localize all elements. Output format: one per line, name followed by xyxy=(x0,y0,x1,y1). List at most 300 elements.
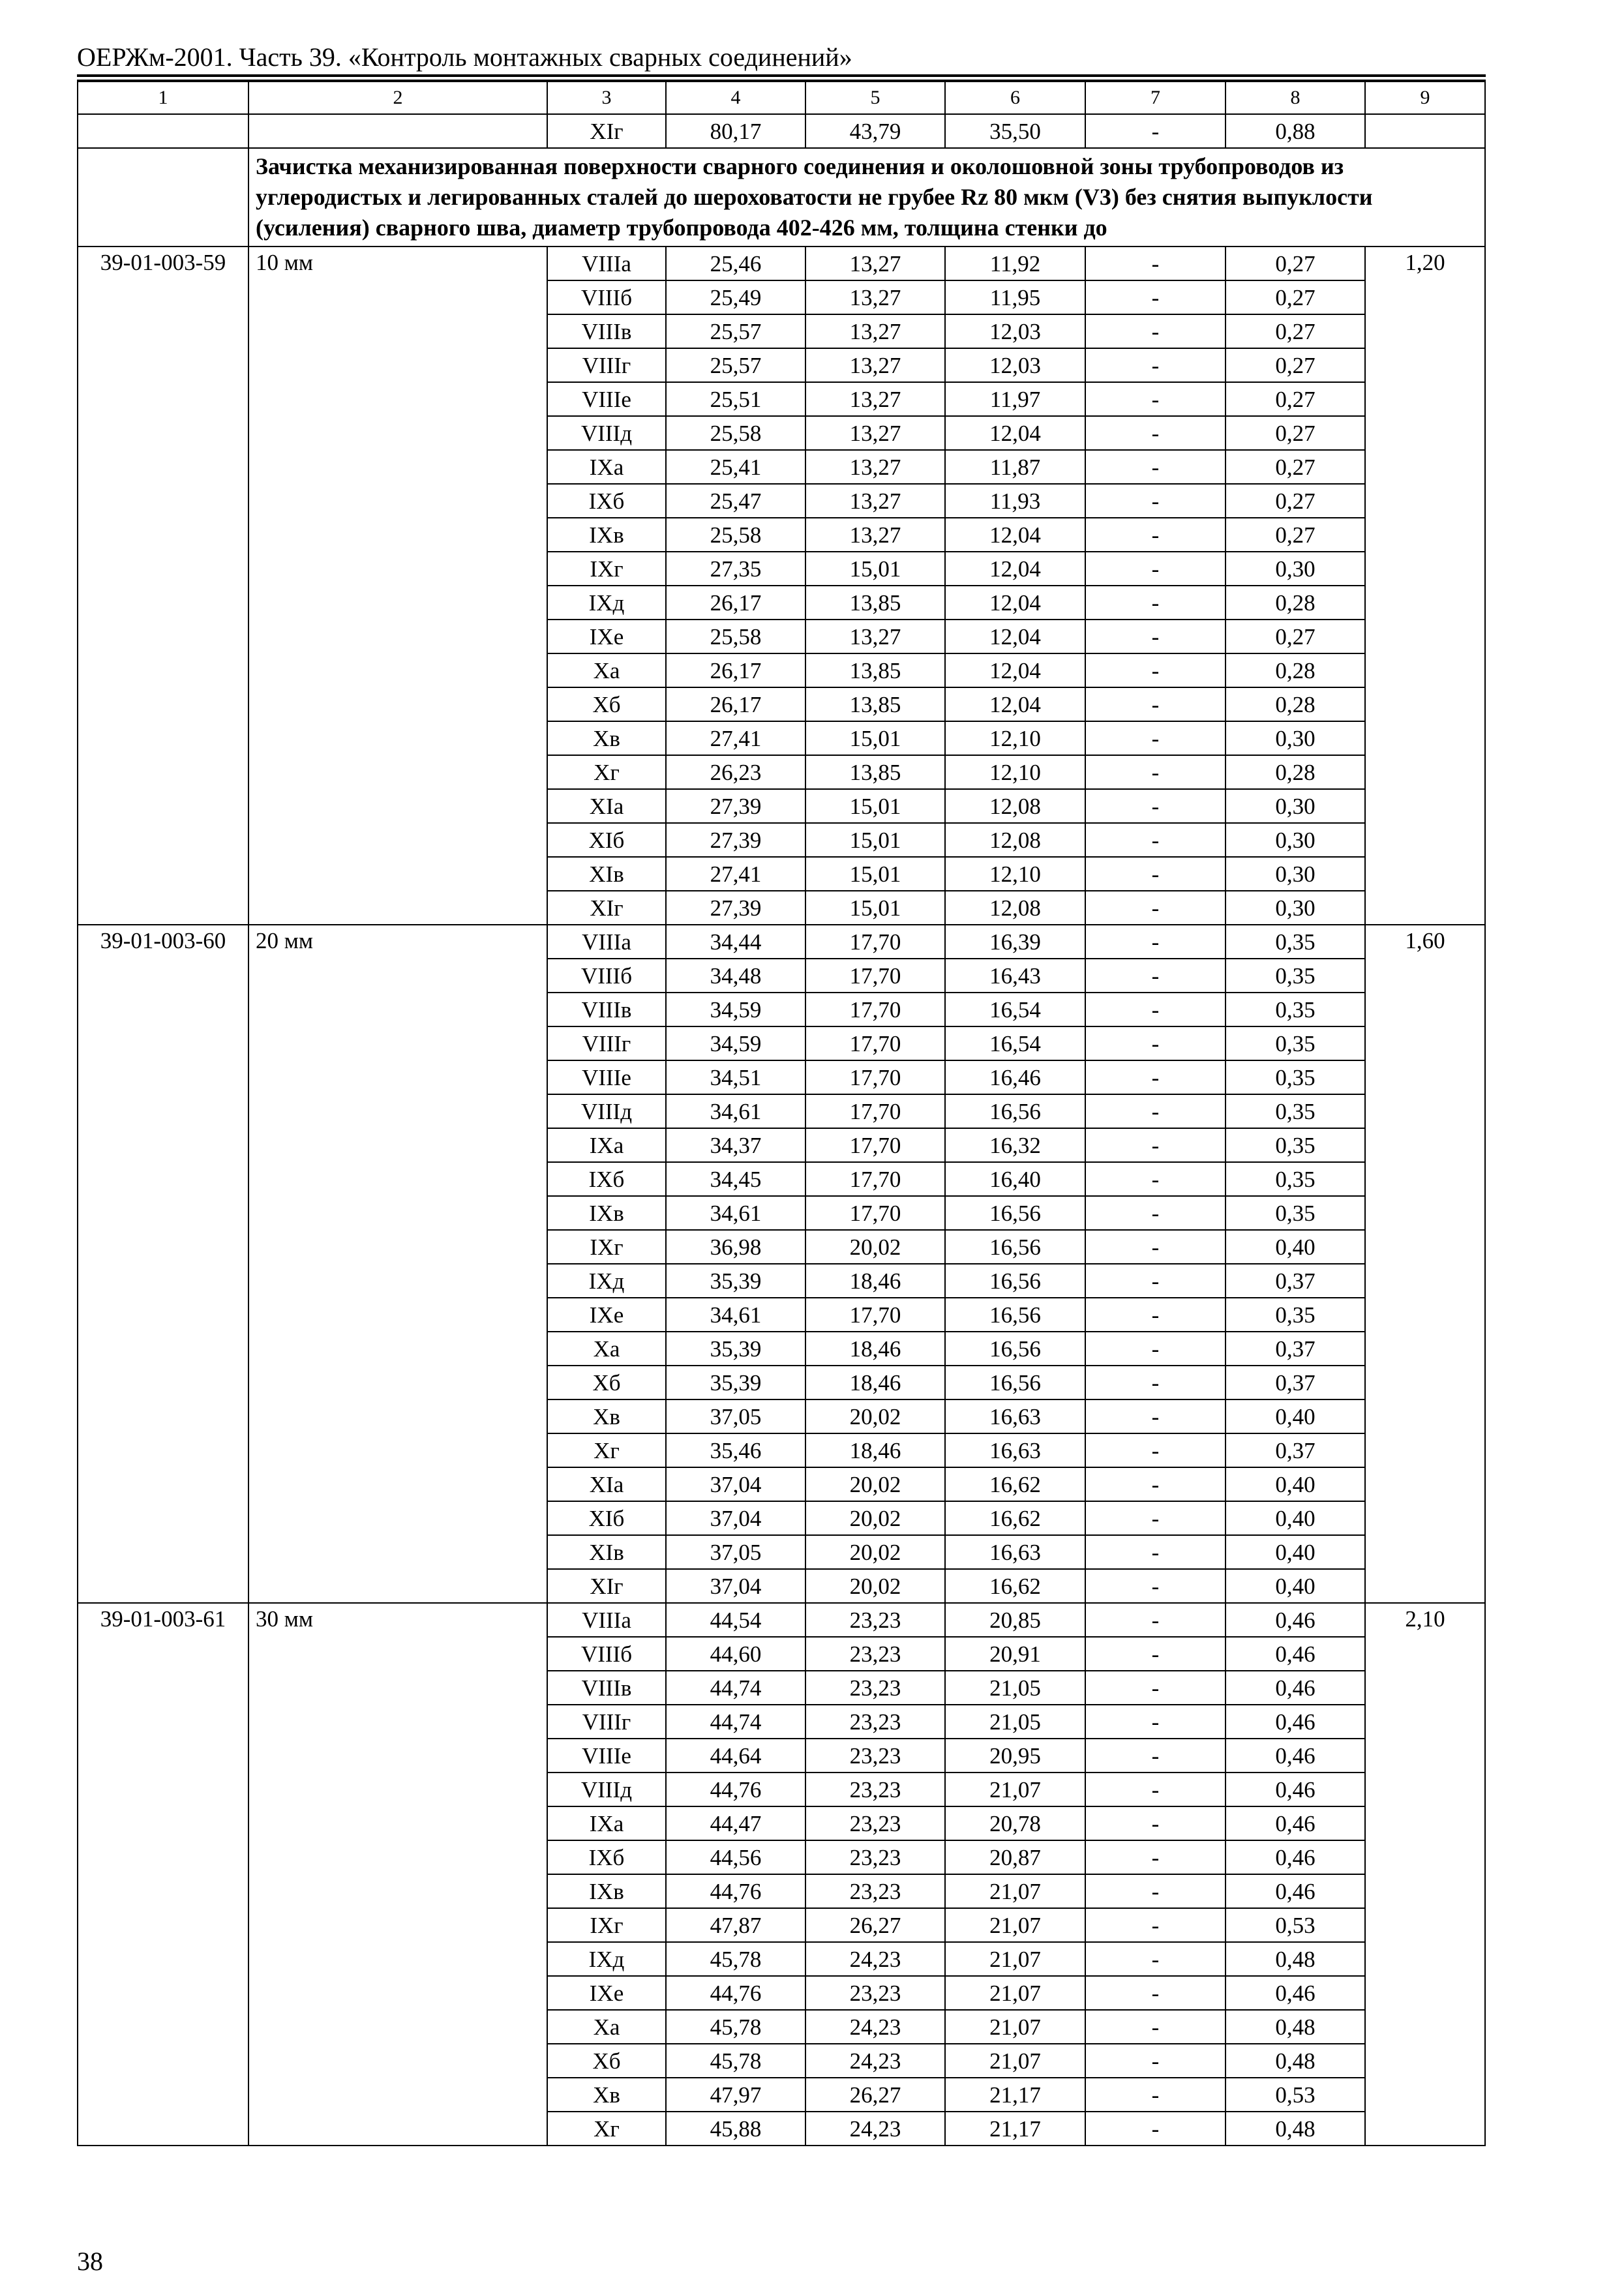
value-cell: 12,10 xyxy=(945,755,1085,789)
value-cell: 0,46 xyxy=(1226,1806,1365,1840)
value-cell: - xyxy=(1085,1671,1226,1705)
value-cell: 37,04 xyxy=(666,1501,805,1535)
category-cell: VIIIа xyxy=(547,247,666,280)
value-cell: 0,53 xyxy=(1226,2078,1365,2112)
value-cell: 12,08 xyxy=(945,891,1085,925)
value-cell: 13,85 xyxy=(805,653,945,687)
value-cell: - xyxy=(1085,1060,1226,1094)
category-cell: VIIIа xyxy=(547,1603,666,1637)
value-cell: 16,56 xyxy=(945,1196,1085,1230)
value-cell: 0,37 xyxy=(1226,1332,1365,1366)
value-cell: 23,23 xyxy=(805,1976,945,2010)
value-cell: - xyxy=(1085,1705,1226,1739)
value-cell: 20,78 xyxy=(945,1806,1085,1840)
value-cell: 34,61 xyxy=(666,1298,805,1332)
value-cell: - xyxy=(1085,755,1226,789)
value-cell: 0,30 xyxy=(1226,789,1365,823)
page-number: 38 xyxy=(77,2247,103,2276)
category-cell: ХIа xyxy=(547,789,666,823)
category-cell: Ха xyxy=(547,653,666,687)
wall-thickness-cell: 30 мм xyxy=(248,1603,547,2146)
value-cell: 16,40 xyxy=(945,1162,1085,1196)
value-cell: - xyxy=(1085,1501,1226,1535)
value-cell: 47,97 xyxy=(666,2078,805,2112)
value-cell: 0,35 xyxy=(1226,1026,1365,1060)
value-cell: - xyxy=(1085,314,1226,348)
value-cell: 16,62 xyxy=(945,1467,1085,1501)
value-cell: 0,27 xyxy=(1226,348,1365,382)
value-cell: 20,85 xyxy=(945,1603,1085,1637)
value-cell: 18,46 xyxy=(805,1264,945,1298)
value-cell: 15,01 xyxy=(805,721,945,755)
column-number: 4 xyxy=(666,82,805,114)
value-cell: 0,53 xyxy=(1226,1908,1365,1942)
category-cell: VIIIа xyxy=(547,925,666,959)
category-cell: VIIIе xyxy=(547,382,666,416)
column-number: 5 xyxy=(805,82,945,114)
value-cell: 13,27 xyxy=(805,247,945,280)
value-cell: 0,46 xyxy=(1226,1637,1365,1671)
value-cell: 18,46 xyxy=(805,1366,945,1399)
value-cell: - xyxy=(1085,114,1226,148)
value-cell: 12,03 xyxy=(945,348,1085,382)
value-cell: 34,59 xyxy=(666,993,805,1026)
category-cell: IХб xyxy=(547,484,666,518)
value-cell: - xyxy=(1085,891,1226,925)
value-cell: 0,35 xyxy=(1226,1094,1365,1128)
value-cell: 16,39 xyxy=(945,925,1085,959)
value-cell: 0,28 xyxy=(1226,687,1365,721)
column-number: 1 xyxy=(78,82,248,114)
value-cell: - xyxy=(1085,789,1226,823)
value-cell: 0,30 xyxy=(1226,823,1365,857)
value-cell: 35,50 xyxy=(945,114,1085,148)
value-cell: 11,97 xyxy=(945,382,1085,416)
category-cell: IХд xyxy=(547,1942,666,1976)
value-cell: 12,04 xyxy=(945,586,1085,620)
value-cell: 27,41 xyxy=(666,857,805,891)
value-cell: 18,46 xyxy=(805,1332,945,1366)
value-cell: 26,17 xyxy=(666,653,805,687)
value-cell: 0,40 xyxy=(1226,1501,1365,1535)
value-cell: 34,45 xyxy=(666,1162,805,1196)
value-cell: - xyxy=(1085,2010,1226,2044)
value-cell: 16,56 xyxy=(945,1298,1085,1332)
category-cell: IХд xyxy=(547,586,666,620)
wall-thickness-cell: 10 мм xyxy=(248,247,547,925)
value-cell: - xyxy=(1085,1569,1226,1603)
value-cell: 17,70 xyxy=(805,959,945,993)
value-cell: 44,74 xyxy=(666,1705,805,1739)
value-cell: 35,39 xyxy=(666,1332,805,1366)
value-cell: - xyxy=(1085,823,1226,857)
value-cell: 13,85 xyxy=(805,755,945,789)
category-cell: IХа xyxy=(547,1128,666,1162)
value-cell: - xyxy=(1085,1433,1226,1467)
value-cell: 20,02 xyxy=(805,1501,945,1535)
value-cell: - xyxy=(1085,1264,1226,1298)
value-cell: - xyxy=(1085,1637,1226,1671)
value-cell: 0,30 xyxy=(1226,552,1365,586)
value-cell: 23,23 xyxy=(805,1739,945,1773)
value-cell: 17,70 xyxy=(805,1094,945,1128)
value-cell: 12,08 xyxy=(945,823,1085,857)
value-cell: 0,35 xyxy=(1226,1298,1365,1332)
column-number: 8 xyxy=(1226,82,1365,114)
value-cell: 0,35 xyxy=(1226,1162,1365,1196)
value-cell: - xyxy=(1085,450,1226,484)
value-cell: 0,30 xyxy=(1226,721,1365,755)
value-cell: - xyxy=(1085,1942,1226,1976)
value-cell: 26,17 xyxy=(666,687,805,721)
value-cell: 23,23 xyxy=(805,1603,945,1637)
value-cell: 25,41 xyxy=(666,450,805,484)
value-cell: - xyxy=(1085,1399,1226,1433)
table-row xyxy=(78,925,1485,959)
value-cell: 34,51 xyxy=(666,1060,805,1094)
value-cell: 23,23 xyxy=(805,1705,945,1739)
category-cell: Хв xyxy=(547,721,666,755)
value-cell: 17,70 xyxy=(805,1162,945,1196)
value-cell: 0,28 xyxy=(1226,755,1365,789)
value-cell: 24,23 xyxy=(805,2010,945,2044)
value-cell: - xyxy=(1085,280,1226,314)
category-cell: IХг xyxy=(547,1908,666,1942)
value-cell: - xyxy=(1085,586,1226,620)
value-cell: - xyxy=(1085,2112,1226,2146)
value-cell: 21,07 xyxy=(945,1874,1085,1908)
value-cell: 12,04 xyxy=(945,620,1085,653)
value-cell: 13,27 xyxy=(805,518,945,552)
category-cell: Хг xyxy=(547,1433,666,1467)
value-cell: 17,70 xyxy=(805,1060,945,1094)
value-cell: 13,27 xyxy=(805,314,945,348)
value-cell: 0,46 xyxy=(1226,1603,1365,1637)
value-cell: 26,27 xyxy=(805,2078,945,2112)
value-cell: 0,35 xyxy=(1226,1128,1365,1162)
value-cell: 0,48 xyxy=(1226,2044,1365,2078)
value-cell: 20,02 xyxy=(805,1467,945,1501)
value-cell: 15,01 xyxy=(805,552,945,586)
value-cell: 0,48 xyxy=(1226,2112,1365,2146)
value-cell: 13,27 xyxy=(805,280,945,314)
value-cell: 44,64 xyxy=(666,1739,805,1773)
value-cell: 0,35 xyxy=(1226,959,1365,993)
value-cell: 0,37 xyxy=(1226,1366,1365,1399)
value-cell: 11,87 xyxy=(945,450,1085,484)
value-cell: 34,44 xyxy=(666,925,805,959)
category-cell: VIIIб xyxy=(547,1637,666,1671)
value-cell: 20,02 xyxy=(805,1399,945,1433)
category-cell: VIIIв xyxy=(547,993,666,1026)
page-header-title: ОЕРЖм-2001. Часть 39. «Контроль монтажных сварных соединений» xyxy=(77,42,852,72)
category-cell: ХIг xyxy=(547,114,666,148)
header-rule-thick xyxy=(77,74,1486,77)
value-cell: 12,03 xyxy=(945,314,1085,348)
value-cell: - xyxy=(1085,247,1226,280)
value-cell: 12,10 xyxy=(945,857,1085,891)
value-cell: 35,39 xyxy=(666,1264,805,1298)
value-cell: 0,40 xyxy=(1226,1467,1365,1501)
value-cell: 13,27 xyxy=(805,450,945,484)
value-cell: 21,07 xyxy=(945,1976,1085,2010)
value-cell: 0,28 xyxy=(1226,653,1365,687)
value-cell: - xyxy=(1085,857,1226,891)
value-cell: 0,27 xyxy=(1226,280,1365,314)
value-cell: 43,79 xyxy=(805,114,945,148)
value-cell: 34,37 xyxy=(666,1128,805,1162)
value-cell: 0,88 xyxy=(1226,114,1365,148)
value-cell: 0,27 xyxy=(1226,484,1365,518)
value-cell: 25,47 xyxy=(666,484,805,518)
value-cell: 0,35 xyxy=(1226,993,1365,1026)
value-cell: 15,01 xyxy=(805,823,945,857)
value-cell: 23,23 xyxy=(805,1637,945,1671)
value-cell: 44,56 xyxy=(666,1840,805,1874)
value-cell: 0,28 xyxy=(1226,586,1365,620)
value-cell: 0,40 xyxy=(1226,1230,1365,1264)
category-cell: IХд xyxy=(547,1264,666,1298)
category-cell: Хг xyxy=(547,755,666,789)
rate-code-cell: 39-01-003-59 xyxy=(78,247,248,925)
value-cell: 34,61 xyxy=(666,1094,805,1128)
value-cell: - xyxy=(1085,1196,1226,1230)
table-row xyxy=(78,247,1485,280)
value-cell: 13,27 xyxy=(805,416,945,450)
column-9-cell: 2,10 xyxy=(1365,1603,1485,2146)
category-cell: IХв xyxy=(547,518,666,552)
value-cell: 16,62 xyxy=(945,1501,1085,1535)
value-cell: 20,02 xyxy=(805,1230,945,1264)
value-cell: 17,70 xyxy=(805,993,945,1026)
value-cell: 0,46 xyxy=(1226,1840,1365,1874)
value-cell: 26,27 xyxy=(805,1908,945,1942)
value-cell: 16,56 xyxy=(945,1332,1085,1366)
value-cell: 27,39 xyxy=(666,789,805,823)
value-cell: 0,46 xyxy=(1226,1773,1365,1806)
value-cell: 12,04 xyxy=(945,518,1085,552)
value-cell: 34,59 xyxy=(666,1026,805,1060)
value-cell: 0,27 xyxy=(1226,518,1365,552)
value-cell: 0,30 xyxy=(1226,857,1365,891)
column-9-cell: 1,20 xyxy=(1365,247,1485,925)
value-cell: 23,23 xyxy=(805,1773,945,1806)
value-cell: 21,07 xyxy=(945,2010,1085,2044)
category-cell: VIIIг xyxy=(547,1705,666,1739)
category-cell: ХIг xyxy=(547,1569,666,1603)
value-cell: 13,27 xyxy=(805,382,945,416)
value-cell: - xyxy=(1085,1332,1226,1366)
value-cell: 25,58 xyxy=(666,416,805,450)
rate-code-cell: 39-01-003-61 xyxy=(78,1603,248,2146)
category-cell: VIIIд xyxy=(547,416,666,450)
value-cell: 44,54 xyxy=(666,1603,805,1637)
value-cell: 17,70 xyxy=(805,1298,945,1332)
value-cell: 45,78 xyxy=(666,2044,805,2078)
value-cell: 20,02 xyxy=(805,1535,945,1569)
table-row xyxy=(78,1603,1485,1637)
value-cell: 45,78 xyxy=(666,2010,805,2044)
value-cell: 25,46 xyxy=(666,247,805,280)
value-cell: 12,10 xyxy=(945,721,1085,755)
value-cell: 16,62 xyxy=(945,1569,1085,1603)
value-cell: 16,46 xyxy=(945,1060,1085,1094)
value-cell: 24,23 xyxy=(805,2044,945,2078)
column-9-cell: 1,60 xyxy=(1365,925,1485,1603)
value-cell: 26,23 xyxy=(666,755,805,789)
column-number: 9 xyxy=(1365,82,1485,114)
category-cell: VIIIб xyxy=(547,959,666,993)
value-cell: 0,46 xyxy=(1226,1976,1365,2010)
value-cell: 12,04 xyxy=(945,552,1085,586)
value-cell: 21,17 xyxy=(945,2112,1085,2146)
value-cell: 16,56 xyxy=(945,1094,1085,1128)
value-cell: 13,27 xyxy=(805,620,945,653)
value-cell: - xyxy=(1085,620,1226,653)
value-cell: 16,56 xyxy=(945,1230,1085,1264)
value-cell: 20,87 xyxy=(945,1840,1085,1874)
value-cell: 0,27 xyxy=(1226,247,1365,280)
value-cell: - xyxy=(1085,382,1226,416)
value-cell: 15,01 xyxy=(805,789,945,823)
value-cell: 45,88 xyxy=(666,2112,805,2146)
category-cell: IХе xyxy=(547,1298,666,1332)
wall-thickness-cell: 20 мм xyxy=(248,925,547,1603)
value-cell: 27,41 xyxy=(666,721,805,755)
rates-table xyxy=(77,81,1486,2146)
value-cell: 37,05 xyxy=(666,1535,805,1569)
value-cell: 23,23 xyxy=(805,1806,945,1840)
rate-code-cell: 39-01-003-60 xyxy=(78,925,248,1603)
value-cell: 13,85 xyxy=(805,586,945,620)
value-cell: 24,23 xyxy=(805,2112,945,2146)
value-cell: 0,48 xyxy=(1226,2010,1365,2044)
value-cell: 0,27 xyxy=(1226,382,1365,416)
value-cell: 21,07 xyxy=(945,2044,1085,2078)
value-cell: - xyxy=(1085,1739,1226,1773)
value-cell: 23,23 xyxy=(805,1840,945,1874)
value-cell: - xyxy=(1085,1162,1226,1196)
value-cell: - xyxy=(1085,959,1226,993)
category-cell: VIIIб xyxy=(547,280,666,314)
value-cell: 0,46 xyxy=(1226,1874,1365,1908)
value-cell: 24,23 xyxy=(805,1942,945,1976)
value-cell: 26,17 xyxy=(666,586,805,620)
value-cell: 80,17 xyxy=(666,114,805,148)
value-cell: 0,48 xyxy=(1226,1942,1365,1976)
value-cell: 35,39 xyxy=(666,1366,805,1399)
value-cell: - xyxy=(1085,1298,1226,1332)
empty-cell xyxy=(78,148,248,247)
value-cell: 16,54 xyxy=(945,993,1085,1026)
value-cell: 0,40 xyxy=(1226,1535,1365,1569)
column-number: 2 xyxy=(248,82,547,114)
value-cell: 36,98 xyxy=(666,1230,805,1264)
category-cell: IХг xyxy=(547,1230,666,1264)
column-number: 7 xyxy=(1085,82,1226,114)
value-cell: 44,76 xyxy=(666,1976,805,2010)
category-cell: Ха xyxy=(547,1332,666,1366)
category-cell: IХе xyxy=(547,1976,666,2010)
column-number-row xyxy=(78,82,1485,114)
category-cell: ХIг xyxy=(547,891,666,925)
empty-cell xyxy=(1365,114,1485,148)
category-cell: Хб xyxy=(547,1366,666,1399)
value-cell: 21,17 xyxy=(945,2078,1085,2112)
column-number: 6 xyxy=(945,82,1085,114)
value-cell: 0,27 xyxy=(1226,450,1365,484)
category-cell: ХIб xyxy=(547,823,666,857)
value-cell: 20,95 xyxy=(945,1739,1085,1773)
value-cell: 17,70 xyxy=(805,1196,945,1230)
value-cell: - xyxy=(1085,1026,1226,1060)
category-cell: IХв xyxy=(547,1196,666,1230)
value-cell: 16,32 xyxy=(945,1128,1085,1162)
section-description: Зачистка механизированная поверхности сварного соединения и околошовной зоны трубопроводов из углеродистых и легированных сталей до шероховатости не грубее Rz 80 мкм (V3) без снятия выпуклости (усиления) сварного шва, диаметр трубопровода 402-426 мм, толщина стенки до xyxy=(248,148,1485,247)
value-cell: - xyxy=(1085,1230,1226,1264)
value-cell: 27,39 xyxy=(666,891,805,925)
value-cell: 15,01 xyxy=(805,891,945,925)
category-cell: Хв xyxy=(547,1399,666,1433)
value-cell: 44,60 xyxy=(666,1637,805,1671)
value-cell: 12,04 xyxy=(945,653,1085,687)
value-cell: 0,37 xyxy=(1226,1433,1365,1467)
value-cell: 25,49 xyxy=(666,280,805,314)
value-cell: 17,70 xyxy=(805,925,945,959)
value-cell: - xyxy=(1085,1806,1226,1840)
value-cell: 0,40 xyxy=(1226,1569,1365,1603)
category-cell: Хб xyxy=(547,687,666,721)
category-cell: VIIIе xyxy=(547,1739,666,1773)
value-cell: 20,02 xyxy=(805,1569,945,1603)
value-cell: - xyxy=(1085,1840,1226,1874)
value-cell: 0,27 xyxy=(1226,620,1365,653)
category-cell: VIIIг xyxy=(547,1026,666,1060)
value-cell: - xyxy=(1085,993,1226,1026)
value-cell: 45,78 xyxy=(666,1942,805,1976)
category-cell: IХе xyxy=(547,620,666,653)
value-cell: 25,57 xyxy=(666,348,805,382)
category-cell: IХа xyxy=(547,450,666,484)
value-cell: 34,61 xyxy=(666,1196,805,1230)
value-cell: 23,23 xyxy=(805,1671,945,1705)
value-cell: - xyxy=(1085,2044,1226,2078)
value-cell: 34,48 xyxy=(666,959,805,993)
value-cell: 12,04 xyxy=(945,687,1085,721)
category-cell: VIIIг xyxy=(547,348,666,382)
value-cell: - xyxy=(1085,1773,1226,1806)
value-cell: 44,74 xyxy=(666,1671,805,1705)
value-cell: 11,93 xyxy=(945,484,1085,518)
value-cell: 27,39 xyxy=(666,823,805,857)
category-cell: VIIIе xyxy=(547,1060,666,1094)
value-cell: 0,35 xyxy=(1226,1196,1365,1230)
value-cell: - xyxy=(1085,1094,1226,1128)
value-cell: - xyxy=(1085,348,1226,382)
value-cell: - xyxy=(1085,925,1226,959)
value-cell: - xyxy=(1085,416,1226,450)
value-cell: 23,23 xyxy=(805,1874,945,1908)
value-cell: 44,76 xyxy=(666,1773,805,1806)
value-cell: 25,58 xyxy=(666,620,805,653)
category-cell: ХIв xyxy=(547,857,666,891)
value-cell: 27,35 xyxy=(666,552,805,586)
value-cell: 25,58 xyxy=(666,518,805,552)
value-cell: 17,70 xyxy=(805,1128,945,1162)
value-cell: 12,04 xyxy=(945,416,1085,450)
value-cell: 21,05 xyxy=(945,1671,1085,1705)
value-cell: 21,05 xyxy=(945,1705,1085,1739)
